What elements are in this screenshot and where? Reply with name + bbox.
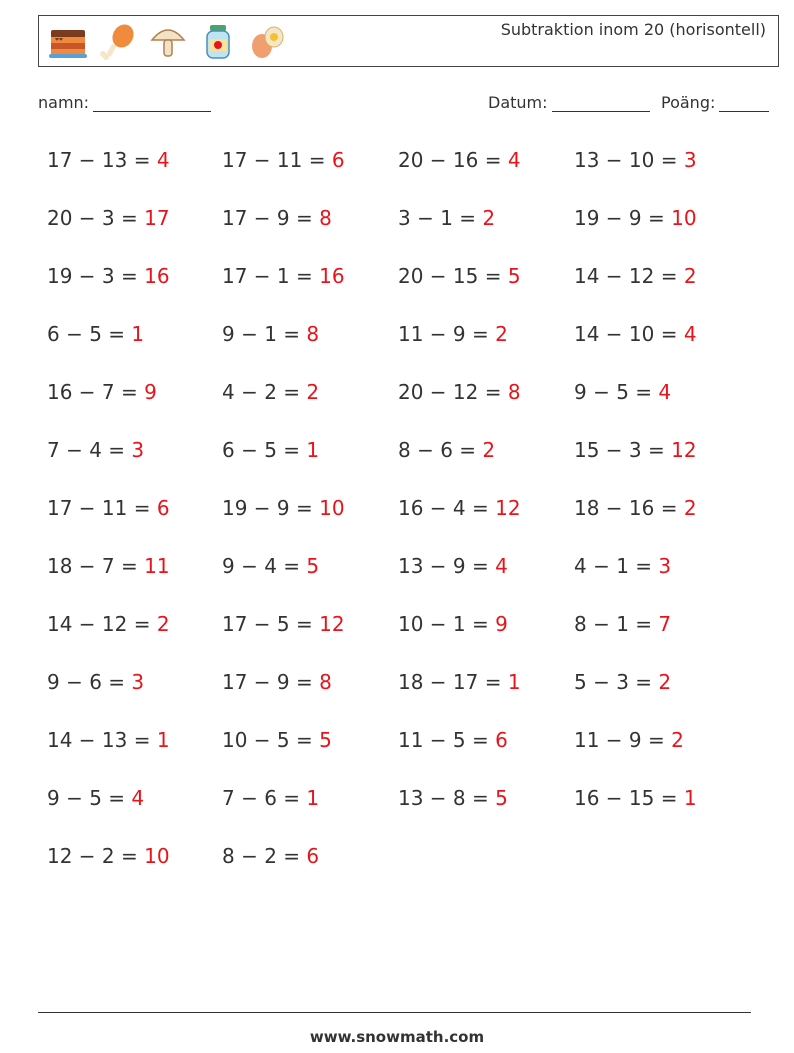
problem-item [222, 612, 345, 636]
problem-question: 20 − 3 = [47, 206, 145, 230]
problem-question: 9 − 6 = [47, 670, 132, 694]
problem-item [398, 148, 521, 172]
problem-question: 11 − 9 = [398, 322, 496, 346]
problem-question: 16 − 7 = [47, 380, 145, 404]
problem-item [222, 148, 345, 172]
problem-answer: 2 [671, 728, 684, 752]
problem-question: 14 − 12 = [47, 612, 157, 636]
problem-item [47, 148, 170, 172]
problem-item [398, 206, 495, 230]
problem-question: 14 − 10 = [574, 322, 684, 346]
problem-question: 19 − 9 = [574, 206, 672, 230]
problem-question: 20 − 12 = [398, 380, 508, 404]
problem-item [222, 728, 332, 752]
problem-row [47, 546, 757, 604]
problem-row [47, 604, 757, 662]
problem-item [222, 206, 332, 230]
problem-question: 9 − 4 = [222, 554, 307, 578]
problem-question: 11 − 5 = [398, 728, 496, 752]
problem-question: 20 − 15 = [398, 264, 508, 288]
problem-item [574, 148, 697, 172]
problem-answer: 4 [683, 322, 697, 346]
problem-answer: 2 [482, 206, 496, 230]
problem-item [222, 670, 332, 694]
problem-answer: 4 [658, 380, 672, 404]
problem-answer: 3 [131, 670, 145, 694]
problem-item [47, 496, 170, 520]
problem-row [47, 198, 757, 256]
problem-answer: 10 [144, 844, 170, 868]
score-label: Poäng: [661, 93, 716, 112]
problem-question: 9 − 5 = [574, 380, 659, 404]
problem-item [574, 554, 671, 578]
problem-row [47, 778, 757, 836]
problem-question: 15 − 3 = [574, 438, 672, 462]
cake-icon [47, 22, 89, 62]
problem-question: 4 − 1 = [574, 554, 659, 578]
problem-item [574, 496, 697, 520]
chicken-leg-icon [97, 22, 139, 62]
jam-jar-icon [197, 22, 239, 62]
problem-answer: 12 [495, 496, 521, 520]
name-label: namn: [38, 93, 90, 112]
problem-question: 5 − 3 = [574, 670, 659, 694]
problem-answer: 2 [658, 670, 672, 694]
footer-url: www.snowmath.com [309, 1028, 485, 1046]
problem-answer: 1 [507, 670, 521, 694]
problem-item [398, 612, 508, 636]
problem-answer: 12 [319, 612, 345, 636]
worksheet-title: Subtraktion inom 20 (horisontell) [500, 20, 766, 39]
problem-item [47, 554, 170, 578]
problem-answer: 1 [683, 786, 697, 810]
problem-row [47, 314, 757, 372]
problem-question: 17 − 9 = [222, 670, 320, 694]
problem-item [47, 612, 170, 636]
problem-question: 17 − 1 = [222, 264, 320, 288]
problem-answer: 9 [495, 612, 508, 636]
problem-question: 17 − 9 = [222, 206, 320, 230]
problem-question: 18 − 17 = [398, 670, 508, 694]
problem-answer: 1 [306, 438, 320, 462]
problem-item [222, 438, 319, 462]
problem-item [398, 786, 508, 810]
problem-question: 13 − 8 = [398, 786, 496, 810]
date-field[interactable] [488, 93, 650, 112]
date-label: Datum: [488, 93, 548, 112]
problem-answer: 10 [319, 496, 345, 520]
problem-item [47, 322, 144, 346]
problem-question: 13 − 9 = [398, 554, 496, 578]
problem-question: 14 − 13 = [47, 728, 157, 752]
problem-question: 14 − 12 = [574, 264, 684, 288]
problem-item [574, 380, 671, 404]
problem-answer: 1 [306, 786, 320, 810]
problem-item [398, 438, 495, 462]
problem-item [574, 786, 697, 810]
problem-answer: 5 [495, 786, 508, 810]
problem-answer: 3 [683, 148, 697, 172]
problem-row [47, 662, 757, 720]
problem-answer: 1 [131, 322, 145, 346]
problem-item [398, 322, 508, 346]
problem-question: 17 − 11 = [222, 148, 332, 172]
problem-item [222, 322, 319, 346]
problem-answer: 5 [319, 728, 332, 752]
problem-question: 3 − 1 = [398, 206, 483, 230]
problem-question: 6 − 5 = [222, 438, 307, 462]
problem-answer: 8 [306, 322, 320, 346]
problem-item [574, 264, 697, 288]
problem-question: 16 − 15 = [574, 786, 684, 810]
problem-item [222, 844, 319, 868]
problem-answer: 7 [658, 612, 672, 636]
problem-answer: 16 [319, 264, 345, 288]
problem-question: 8 − 6 = [398, 438, 483, 462]
problem-question: 17 − 5 = [222, 612, 320, 636]
problem-question: 17 − 11 = [47, 496, 157, 520]
name-blank[interactable] [93, 95, 211, 112]
problem-answer: 1 [156, 728, 170, 752]
problem-row [47, 430, 757, 488]
problem-item [398, 264, 521, 288]
problem-item [574, 612, 671, 636]
problem-row [47, 372, 757, 430]
problem-answer: 2 [495, 322, 508, 346]
score-field[interactable] [661, 93, 769, 112]
problem-question: 4 − 2 = [222, 380, 307, 404]
problem-item [222, 264, 345, 288]
score-blank[interactable] [719, 95, 769, 112]
problem-question: 9 − 5 = [47, 786, 132, 810]
problem-answer: 2 [306, 380, 320, 404]
problem-item [47, 728, 170, 752]
problem-item [47, 380, 157, 404]
problem-question: 13 − 10 = [574, 148, 684, 172]
problem-question: 19 − 3 = [47, 264, 145, 288]
problem-answer: 4 [507, 148, 521, 172]
problem-item [47, 438, 144, 462]
problem-item [47, 264, 170, 288]
problem-question: 18 − 7 = [47, 554, 145, 578]
problem-item [398, 496, 521, 520]
problem-answer: 6 [156, 496, 170, 520]
problem-row [47, 256, 757, 314]
problem-question: 17 − 13 = [47, 148, 157, 172]
problem-item [398, 728, 508, 752]
problem-answer: 5 [306, 554, 320, 578]
problem-answer: 2 [683, 496, 697, 520]
problem-item [398, 380, 521, 404]
problem-question: 18 − 16 = [574, 496, 684, 520]
problem-answer: 16 [144, 264, 170, 288]
problem-item [222, 786, 319, 810]
problem-answer: 3 [131, 438, 145, 462]
problem-item [47, 786, 144, 810]
problem-item [398, 554, 508, 578]
problem-item [574, 728, 684, 752]
problem-question: 11 − 9 = [574, 728, 672, 752]
problem-row [47, 836, 757, 894]
problem-item [574, 206, 697, 230]
problem-question: 20 − 16 = [398, 148, 508, 172]
problem-item [222, 554, 319, 578]
problem-item [47, 844, 170, 868]
problem-answer: 4 [156, 148, 170, 172]
problem-row [47, 140, 757, 198]
problem-question: 8 − 2 = [222, 844, 307, 868]
problem-answer: 6 [495, 728, 508, 752]
eggs-icon [247, 22, 289, 62]
name-field[interactable] [38, 93, 211, 112]
problem-answer: 6 [331, 148, 345, 172]
problem-answer: 2 [482, 438, 496, 462]
problem-answer: 4 [131, 786, 145, 810]
problem-answer: 17 [144, 206, 170, 230]
date-blank[interactable] [552, 95, 650, 112]
problem-item [47, 206, 170, 230]
problem-answer: 3 [658, 554, 672, 578]
problem-answer: 2 [156, 612, 170, 636]
problem-question: 10 − 5 = [222, 728, 320, 752]
problem-answer: 4 [495, 554, 508, 578]
problem-answer: 9 [144, 380, 157, 404]
mushroom-icon [147, 22, 189, 62]
problem-answer: 8 [319, 206, 332, 230]
problem-item [574, 670, 671, 694]
problem-item [398, 670, 521, 694]
problem-answer: 8 [319, 670, 332, 694]
problem-item [47, 670, 144, 694]
problem-item [222, 496, 345, 520]
problem-question: 19 − 9 = [222, 496, 320, 520]
footer-divider [38, 1012, 751, 1013]
problem-question: 12 − 2 = [47, 844, 145, 868]
problem-row [47, 720, 757, 778]
problem-grid [47, 140, 757, 894]
problem-question: 6 − 5 = [47, 322, 132, 346]
problem-question: 16 − 4 = [398, 496, 496, 520]
problem-question: 7 − 6 = [222, 786, 307, 810]
problem-question: 10 − 1 = [398, 612, 496, 636]
problem-row [47, 488, 757, 546]
problem-answer: 6 [306, 844, 320, 868]
worksheet-header [38, 15, 779, 67]
problem-answer: 12 [671, 438, 697, 462]
problem-answer: 11 [144, 554, 170, 578]
problem-answer: 8 [507, 380, 521, 404]
problem-question: 7 − 4 = [47, 438, 132, 462]
header-icons [47, 22, 289, 62]
problem-answer: 2 [683, 264, 697, 288]
problem-item [574, 438, 697, 462]
problem-question: 8 − 1 = [574, 612, 659, 636]
problem-item [574, 322, 697, 346]
problem-question: 9 − 1 = [222, 322, 307, 346]
problem-answer: 5 [507, 264, 521, 288]
problem-item [222, 380, 319, 404]
problem-answer: 10 [671, 206, 697, 230]
